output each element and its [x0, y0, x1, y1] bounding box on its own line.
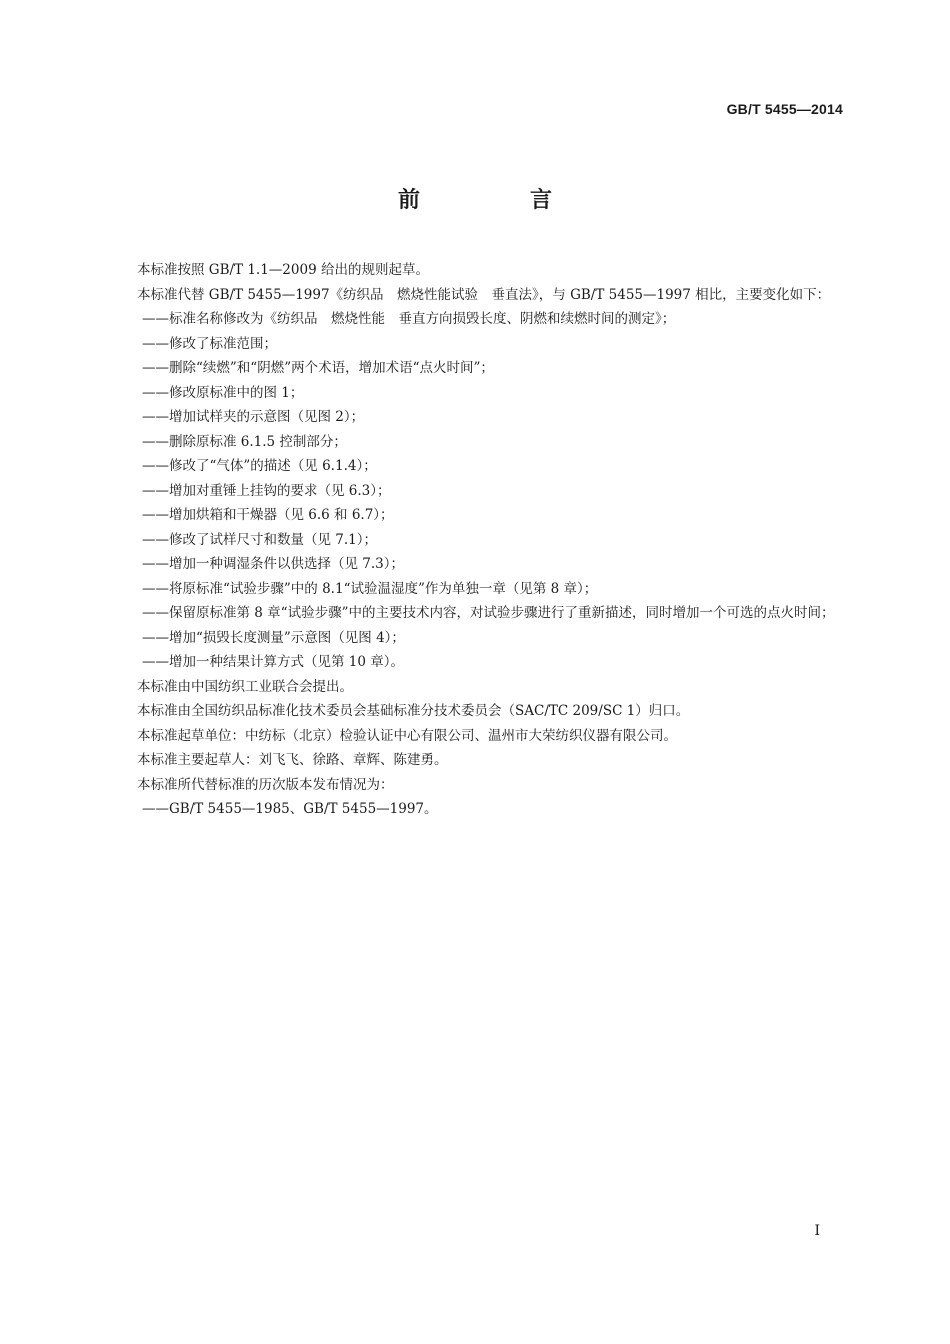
list-item: ——删除“续燃”和“阴燃”两个术语，增加术语“点火时间”； [142, 360, 494, 376]
list-item: ——增加烘箱和干燥器（见 6.6 和 6.7）； [142, 507, 394, 523]
standard-code: GB/T 5455—2014 [726, 101, 843, 117]
paragraph-history-intro: 本标准所代替标准的历次版本发布情况为： [137, 776, 394, 793]
page-title: 前 言 [397, 188, 596, 213]
list-item: ——修改了试样尺寸和数量（见 7.1）； [142, 531, 378, 548]
list-item: ——增加对重锤上挂钩的要求（见 6.3）； [142, 482, 391, 499]
list-item: ——标准名称修改为《纺织品 燃烧性能 垂直方向损毁长度、阴燃和续燃时间的测定》； [142, 311, 676, 327]
paragraph-drafting-rules: 本标准按照 GB/T 1.1—2009 给出的规则起草。 [137, 262, 429, 278]
list-item: ——增加一种调湿条件以供选择（见 7.3）； [142, 556, 405, 572]
paragraph-drafters: 本标准主要起草人：刘飞飞、徐路、章辉、陈建勇。 [137, 752, 448, 768]
history-list [108, 797, 844, 822]
paragraph-committee: 本标准由全国纺织品标准化技术委员会基础标准分技术委员会（SAC/TC 209/SC 1）归口。 [137, 703, 690, 719]
paragraph-replacement: 本标准代替 GB/T 5455—1997《纺织品 燃烧性能试验 垂直法》，与 GB/T 5455—1997 相比，主要变化如下： [137, 286, 831, 303]
paragraph-proposer: 本标准由中国纺织工业联合会提出。 [137, 678, 353, 695]
changes-list [108, 307, 844, 675]
list-item: ——增加试样夹的示意图（见图 2）； [142, 409, 365, 425]
page-number: I [814, 1223, 820, 1239]
paragraph-drafting-units: 本标准起草单位：中纺标（北京）检验认证中心有限公司、温州市大荣纺织仪器有限公司。 [137, 727, 677, 744]
list-item: ——保留原标准第 8 章“试验步骤”中的主要技术内容，对试验步骤进行了重新描述，同时增加一个可选的点火时间； [142, 605, 835, 621]
list-item: ——增加一种结果计算方式（见第 10 章）。 [142, 654, 405, 670]
list-item: ——修改了标准范围； [142, 335, 277, 352]
list-item: ——GB/T 5455—1985、GB/T 5455—1997。 [142, 801, 438, 817]
list-item: ——将原标准“试验步骤”中的 8.1“试验温湿度”作为单独一章（见第 8 章）； [142, 580, 598, 597]
foreword-body [108, 258, 844, 822]
list-item: ——增加“损毁长度测量”示意图（见图 4）； [142, 629, 405, 646]
list-item: ——删除原标准 6.1.5 控制部分； [142, 433, 347, 450]
list-item: ——修改原标准中的图 1； [142, 384, 304, 401]
list-item: ——修改了“气体”的描述（见 6.1.4）； [142, 458, 377, 474]
